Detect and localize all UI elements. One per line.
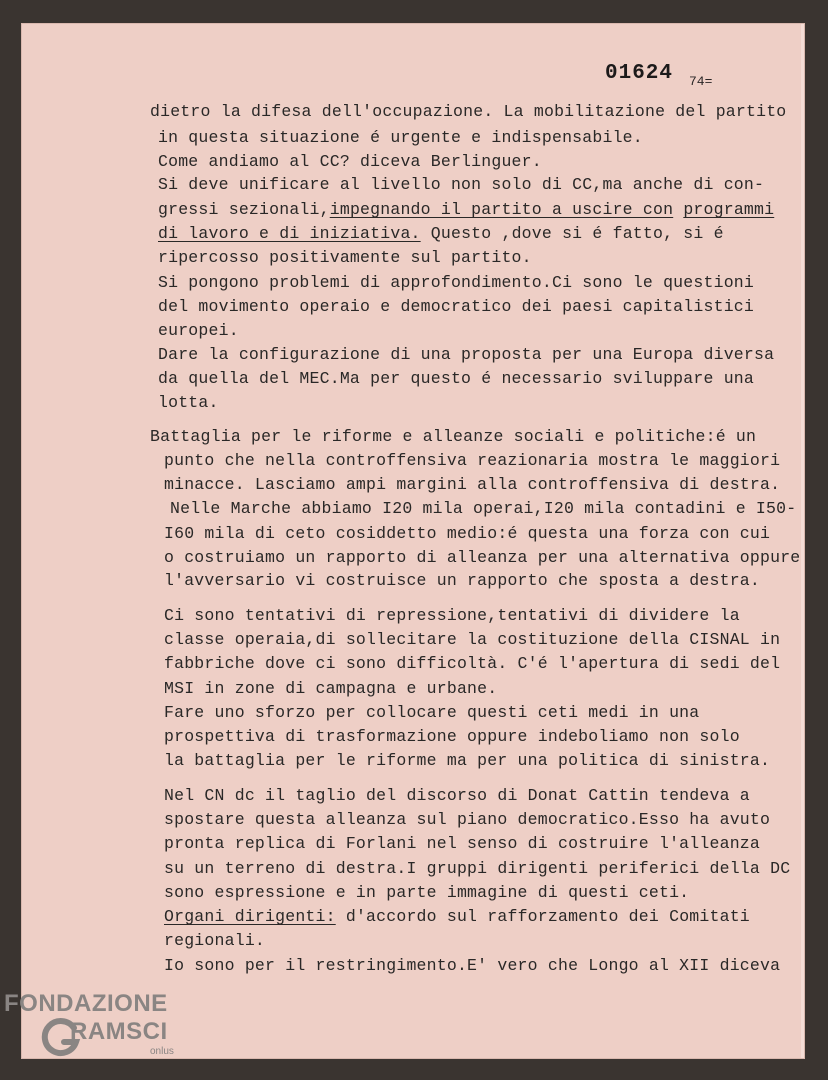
- text-line: [158, 297, 754, 316]
- text-line: [164, 931, 265, 950]
- text-line: [170, 499, 796, 518]
- text-segment: classe operaia,di sollecitare la costituzione della CISNAL in: [164, 630, 781, 649]
- text-line: [158, 175, 764, 194]
- underlined-text: Organi dirigenti:: [164, 907, 336, 926]
- text-line: [164, 956, 780, 975]
- text-segment: lotta.: [158, 393, 219, 412]
- text-segment: Questo ,dove si é fatto, si é: [420, 224, 724, 243]
- text-line: [164, 751, 770, 770]
- text-segment: sono espressione e in parte immagine di questi ceti.: [164, 883, 690, 902]
- text-segment: gressi sezionali,: [158, 200, 330, 219]
- text-line: [164, 810, 770, 829]
- text-segment: Nel CN dc il taglio del discorso di Donat Cattin tendeva a: [164, 786, 750, 805]
- document-page: [22, 24, 804, 1058]
- text-line: [164, 524, 770, 543]
- text-segment: Fare uno sforzo per collocare questi ceti medi in una: [164, 703, 700, 722]
- text-line: [150, 102, 786, 121]
- text-segment: spostare questa alleanza sul piano democratico.Esso ha avuto: [164, 810, 771, 829]
- text-segment: prospettiva di trasformazione oppure indeboliamo non solo: [164, 727, 740, 746]
- text-line: [158, 128, 643, 147]
- text-segment: d'accordo sul rafforzamento dei Comitati: [335, 907, 750, 926]
- text-line: [158, 273, 754, 292]
- text-segment: Si deve unificare al livello non solo di CC,ma anche di con-: [158, 175, 765, 194]
- text-segment: Battaglia per le riforme e alleanze sociali e politiche:é un: [150, 427, 757, 446]
- text-segment: Io sono per il restringimento.E' vero che Longo al XII diceva: [164, 956, 781, 975]
- text-segment: in questa situazione é urgente e indispensabile.: [158, 128, 643, 147]
- text-segment: europei.: [158, 321, 239, 340]
- watermark-line2: RAMSCI: [70, 1018, 168, 1045]
- text-segment: I60 mila di ceto cosiddetto medio:é questa una forza con cui: [164, 524, 771, 543]
- text-line: [158, 200, 774, 219]
- watermark-onlus: onlus: [150, 1046, 174, 1057]
- fondazione-gramsci-watermark: [4, 990, 214, 1070]
- text-line: [164, 907, 750, 926]
- text-line: [164, 606, 740, 625]
- text-segment: da quella del MEC.Ma per questo é necessario sviluppare una: [158, 369, 754, 388]
- text-line: [158, 393, 219, 412]
- text-line: [158, 369, 754, 388]
- underlined-text: programmi: [683, 200, 775, 219]
- underlined-text: impegnando il partito a uscire con: [329, 200, 674, 219]
- text-line: [164, 834, 760, 853]
- document-number: 01624: [605, 62, 674, 85]
- text-line: [164, 703, 699, 722]
- text-line: [158, 152, 542, 171]
- text-segment: Si pongono problemi di approfondimento.Ci sono le questioni: [158, 273, 754, 292]
- text-segment: fabbriche dove ci sono difficoltà. C'é l'apertura di sedi del: [164, 654, 781, 673]
- watermark-line1: FONDAZIONE: [4, 990, 168, 1017]
- text-segment: Ci sono tentativi di repressione,tentativi di dividere la: [164, 606, 740, 625]
- text-line: [158, 248, 532, 267]
- text-line: [164, 571, 760, 590]
- text-line: [164, 786, 750, 805]
- text-line: [164, 630, 780, 649]
- text-segment: dietro la difesa dell'occupazione. La mobilitazione del partito: [150, 102, 787, 121]
- text-segment: Come andiamo al CC? diceva Berlinguer.: [158, 152, 542, 171]
- page-edge: [801, 24, 804, 1058]
- page-number: 74=: [689, 74, 713, 89]
- text-segment: o costruiamo un rapporto di alleanza per una alternativa oppure: [164, 548, 801, 567]
- text-segment: Nelle Marche abbiamo I20 mila operai,I20 mila contadini e I50-: [170, 499, 797, 518]
- text-line: [158, 345, 774, 364]
- text-line: [164, 727, 740, 746]
- text-segment: Dare la configurazione di una proposta per una Europa diversa: [158, 345, 775, 364]
- text-line: [164, 859, 790, 878]
- text-segment: del movimento operaio e democratico dei paesi capitalistici: [158, 297, 754, 316]
- underlined-text: di lavoro e di iniziativa.: [158, 224, 421, 243]
- text-line: [164, 451, 780, 470]
- text-segment: regionali.: [164, 931, 266, 950]
- text-line: [158, 321, 239, 340]
- text-segment: l'avversario vi costruisce un rapporto che sposta a destra.: [164, 571, 760, 590]
- text-segment: [673, 200, 683, 219]
- text-segment: minacce. Lasciamo ampi margini alla controffensiva di destra.: [164, 475, 781, 494]
- text-segment: pronta replica di Forlani nel senso di costruire l'alleanza: [164, 834, 760, 853]
- text-segment: punto che nella controffensiva reazionaria mostra le maggiori: [164, 451, 781, 470]
- text-segment: MSI in zone di campagna e urbane.: [164, 679, 498, 698]
- text-segment: su un terreno di destra.I gruppi dirigenti periferici della DC: [164, 859, 791, 878]
- text-segment: la battaglia per le riforme ma per una politica di sinistra.: [164, 751, 771, 770]
- text-line: [164, 654, 780, 673]
- text-line: [164, 548, 800, 567]
- text-line: [164, 883, 689, 902]
- text-line: [150, 427, 756, 446]
- text-line: [164, 475, 780, 494]
- text-line: [164, 679, 497, 698]
- text-segment: ripercosso positivamente sul partito.: [158, 248, 532, 267]
- text-line: [158, 224, 724, 243]
